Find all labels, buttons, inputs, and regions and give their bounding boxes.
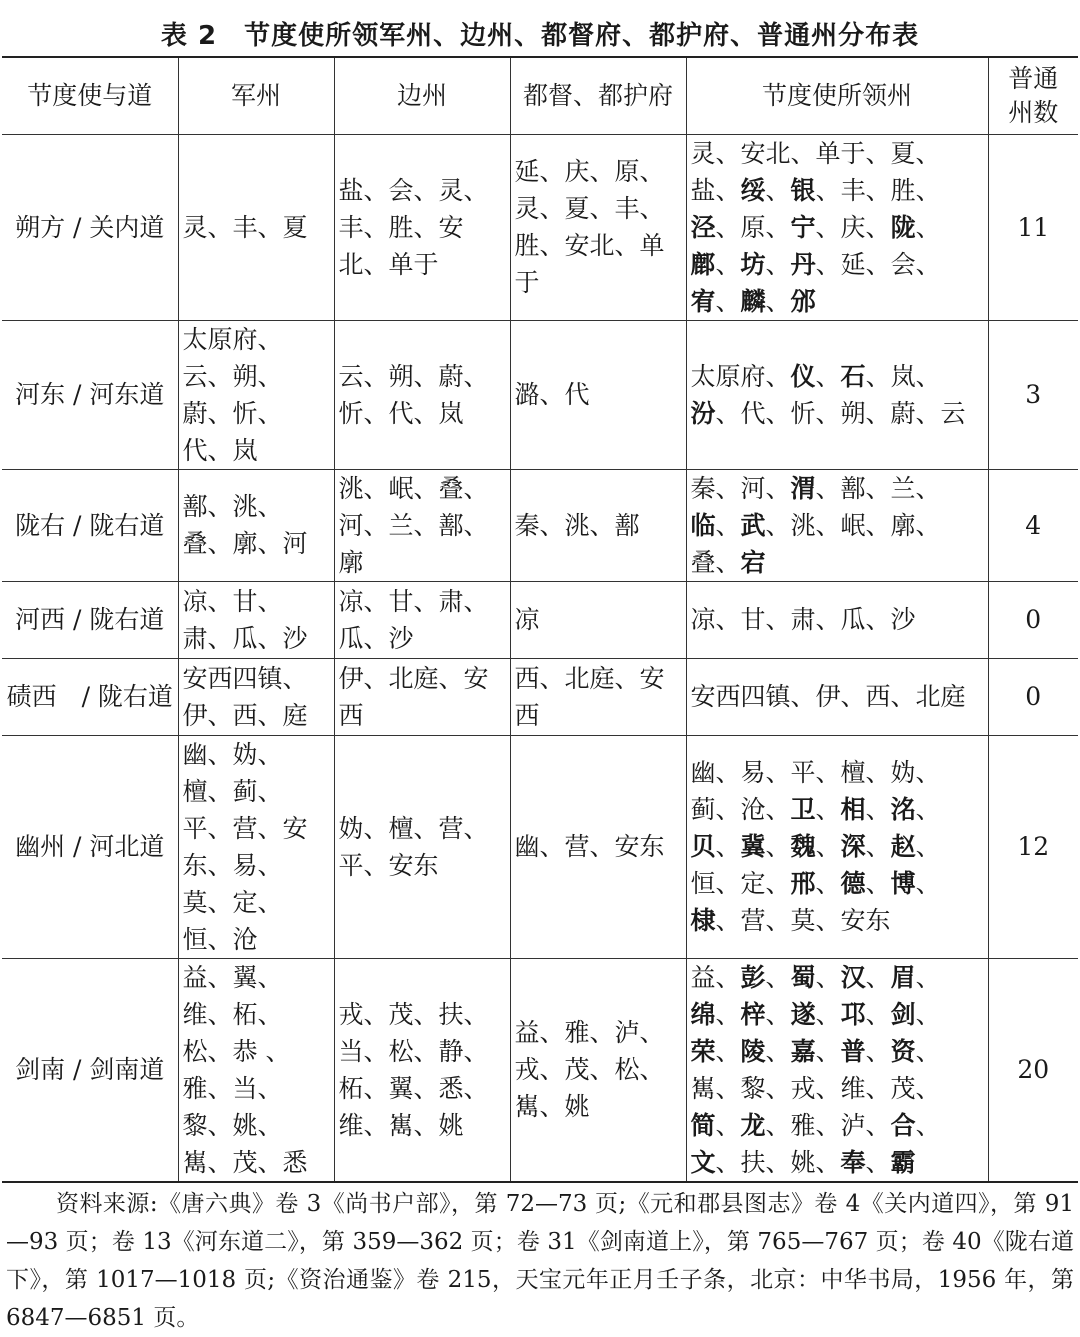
bold-prefecture: 合 — [890, 1110, 916, 1140]
bold-prefecture: 龙 — [740, 1110, 766, 1140]
prefecture-text: 、 — [865, 962, 891, 992]
bold-prefecture: 资 — [890, 1036, 916, 1066]
dudu-cell: 西、北庭、安西 — [510, 658, 686, 735]
bold-prefecture: 冀 — [740, 832, 766, 861]
junzhou-cell: 凉、甘、肃、瓜、沙 — [178, 581, 334, 658]
dudu-cell: 幽、营、安东 — [510, 735, 686, 958]
table-row — [2, 134, 1078, 320]
junzhou-cell: 鄯、洮、叠、廓、河 — [178, 469, 334, 581]
prefecture-text: 、 — [765, 249, 791, 279]
region-cell: 河西 / 陇右道 — [2, 581, 178, 658]
header-lingzhou: 节度使所领州 — [686, 57, 988, 134]
prefecture-text: 、鄯、兰、 — [815, 473, 941, 503]
prefecture-text: 、嶲、黎、戎、维、茂、 — [690, 1036, 941, 1103]
bold-prefecture: 剑 — [890, 999, 916, 1029]
prefecture-text: 、 — [765, 832, 791, 861]
dudu-cell: 延、庆、原、灵、夏、丰、胜、安北、单于 — [510, 134, 686, 320]
bold-prefecture: 陵 — [740, 1036, 766, 1066]
prefecture-text: 、 — [865, 1036, 891, 1066]
bold-prefecture: 邛 — [840, 999, 866, 1029]
bold-prefecture: 石 — [840, 361, 866, 391]
count-cell: 12 — [988, 735, 1078, 958]
prefecture-text: 秦、河、 — [690, 473, 791, 503]
prefecture-text: 凉、甘、肃、瓜、沙 — [690, 605, 916, 634]
prefecture-text: 、岚、 — [865, 361, 941, 391]
prefecture-text: 、 — [715, 999, 741, 1029]
prefecture-text: 、雅、泸、 — [765, 1110, 891, 1140]
prefecture-text: 幽、易、平、檀、妫、蓟、沧、 — [690, 758, 941, 824]
dudu-cell: 益、雅、泸、戎、茂、松、嶲、姚 — [510, 958, 686, 1182]
dudu-cell: 凉 — [510, 581, 686, 658]
bold-prefecture: 宕 — [740, 547, 766, 577]
prefecture-text: 、庆、 — [815, 212, 891, 242]
count-cell: 4 — [988, 469, 1078, 581]
bianzhou-cell: 凉、甘、肃、瓜、沙 — [334, 581, 510, 658]
bold-prefecture: 遂 — [790, 999, 816, 1029]
prefecture-text: 、 — [765, 1036, 791, 1066]
table-row — [2, 469, 1078, 581]
prefecture-text: 、延、会、 — [815, 249, 941, 279]
count-cell: 20 — [988, 958, 1078, 1182]
bold-prefecture: 霸 — [890, 1147, 916, 1177]
count-cell: 0 — [988, 581, 1078, 658]
bold-prefecture: 相 — [840, 795, 866, 824]
bold-prefecture: 武 — [740, 510, 766, 540]
header-dudu: 都督、都护府 — [510, 57, 686, 134]
prefecture-text: 益、 — [690, 962, 741, 992]
header-row — [2, 57, 1078, 134]
bold-prefecture: 临 — [690, 510, 716, 540]
bold-prefecture: 梓 — [740, 999, 766, 1029]
count-cell: 11 — [988, 134, 1078, 320]
junzhou-cell: 幽、妫、檀、蓟、平、营、安东、易、莫、定、恒、沧 — [178, 735, 334, 958]
prefecture-text: 、丰、胜、 — [815, 175, 941, 205]
bianzhou-cell: 云、朔、蔚、忻、代、岚 — [334, 320, 510, 469]
bold-prefecture: 洺 — [890, 795, 916, 824]
bold-prefecture: 普 — [840, 1036, 866, 1066]
prefecture-text: 、 — [715, 286, 741, 316]
bold-prefecture: 鄜 — [690, 249, 716, 279]
region-cell: 朔方 / 关内道 — [2, 134, 178, 320]
bold-prefecture: 卫 — [790, 795, 816, 824]
prefecture-text: 、 — [815, 1036, 841, 1066]
bold-prefecture: 绵 — [690, 999, 716, 1029]
source-note: 资料来源:《唐六典》卷 3《尚书户部》，第 72—73 页;《元和郡县图志》卷 4《关内道四》，第 91—93 页；卷 13《河东道二》，第 359—362 页；卷 31《剑南道上》，第 765—767 页；卷 40《陇右道下》，第 1017—1018 页;《资治通鉴》卷 215，天宝元年正月壬子条，北京：中华书局，1956 年，第 6847—6851 页。 — [6, 1190, 1074, 1331]
table-row — [2, 581, 1078, 658]
prefecture-text: 、 — [765, 962, 791, 992]
prefecture-text: 、 — [865, 1147, 891, 1177]
table-row — [2, 735, 1078, 958]
prefecture-text: 、 — [765, 175, 791, 205]
prefecture-text: 、恒、定、 — [690, 832, 941, 898]
prefecture-text: 、 — [815, 999, 841, 1029]
prefecture-text: 、 — [815, 361, 841, 391]
bold-prefecture: 眉 — [890, 962, 916, 992]
dudu-cell: 潞、代 — [510, 320, 686, 469]
bold-prefecture: 荣 — [690, 1036, 716, 1066]
bold-prefecture: 棣 — [690, 906, 716, 935]
prefecture-text: 、 — [715, 832, 741, 861]
header-bianzhou: 边州 — [334, 57, 510, 134]
lingzhou-cell — [686, 581, 988, 658]
bianzhou-cell: 伊、北庭、安西 — [334, 658, 510, 735]
count-cell: 3 — [988, 320, 1078, 469]
prefecture-text: 、 — [865, 999, 891, 1029]
bold-prefecture: 麟 — [740, 286, 766, 316]
prefecture-text: 、 — [715, 510, 741, 540]
region-cell: 河东 / 河东道 — [2, 320, 178, 469]
prefecture-text: 、 — [915, 1110, 941, 1140]
prefecture-text: 、 — [915, 212, 941, 242]
count-cell: 0 — [988, 658, 1078, 735]
bold-prefecture: 绥 — [740, 175, 766, 205]
prefecture-text: 、 — [765, 999, 791, 1029]
bold-prefecture: 赵 — [890, 832, 916, 861]
bold-prefecture: 贝 — [690, 832, 716, 861]
table-title: 表 2 节度使所领军州、边州、都督府、都护府、普通州分布表 — [160, 21, 920, 51]
bold-prefecture: 深 — [840, 832, 866, 861]
bianzhou-cell: 戎、茂、扶、当、松、静、柘、翼、悉、维、嶲、姚 — [334, 958, 510, 1182]
prefecture-text: 、 — [715, 1036, 741, 1066]
region-cell: 幽州 / 河北道 — [2, 735, 178, 958]
bold-prefecture: 蜀 — [790, 962, 816, 992]
bold-prefecture: 彭 — [740, 962, 766, 992]
distribution-table — [2, 56, 1078, 1183]
region-cell: 陇右 / 陇右道 — [2, 469, 178, 581]
bold-prefecture: 博 — [890, 869, 916, 898]
region-cell: 剑南 / 剑南道 — [2, 958, 178, 1182]
prefecture-text: 、 — [865, 832, 891, 861]
junzhou-cell: 太原府、云、朔、蔚、忻、代、岚 — [178, 320, 334, 469]
junzhou-cell: 益、翼、维、柘、松、恭 、雅、当、黎、姚、嶲、茂、悉 — [178, 958, 334, 1182]
prefecture-text: 、 — [865, 869, 891, 898]
prefecture-text: 、代、忻、朔、蔚、云 — [715, 398, 966, 428]
prefecture-text: 、 — [715, 1110, 741, 1140]
bold-prefecture: 宥 — [690, 286, 716, 316]
bold-prefecture: 邢 — [790, 869, 816, 898]
bold-prefecture: 邠 — [790, 286, 816, 316]
lingzhou-cell — [686, 958, 988, 1182]
prefecture-text: 、 — [815, 962, 841, 992]
bold-prefecture: 汉 — [840, 962, 866, 992]
prefecture-text: 、原、 — [715, 212, 791, 242]
header-junzhou: 军州 — [178, 57, 334, 134]
prefecture-text: 、 — [765, 286, 791, 316]
prefecture-text: 、 — [815, 869, 841, 898]
header-count: 普通州数 — [988, 57, 1078, 134]
prefecture-text: 、 — [715, 249, 741, 279]
bold-prefecture: 仪 — [790, 361, 816, 391]
prefecture-text: 、 — [815, 795, 841, 824]
prefecture-text: 、 — [915, 869, 941, 898]
bold-prefecture: 泾 — [690, 212, 716, 242]
junzhou-cell: 灵、丰、夏 — [178, 134, 334, 320]
lingzhou-cell — [686, 134, 988, 320]
bold-prefecture: 陇 — [890, 212, 916, 242]
bold-prefecture: 汾 — [690, 398, 716, 428]
lingzhou-cell — [686, 658, 988, 735]
prefecture-text: 、 — [915, 795, 941, 824]
table-row — [2, 658, 1078, 735]
dudu-cell: 秦、洮、鄯 — [510, 469, 686, 581]
prefecture-text: 灵、安北、单于、夏、盐、 — [690, 138, 941, 205]
bold-prefecture: 渭 — [790, 473, 816, 503]
bold-prefecture: 嘉 — [790, 1036, 816, 1066]
prefecture-text: 安西四镇、伊、西、北庭 — [690, 682, 966, 711]
prefecture-text: 、营、莫、安东 — [715, 906, 891, 935]
region-cell: 碛西 / 陇右道 — [2, 658, 178, 735]
bold-prefecture: 丹 — [790, 249, 816, 279]
bianzhou-cell: 洮、岷、叠、河、兰、鄯、廓 — [334, 469, 510, 581]
prefecture-text: 、 — [865, 795, 891, 824]
prefecture-text: 、 — [815, 832, 841, 861]
junzhou-cell: 安西四镇、伊、西、庭 — [178, 658, 334, 735]
lingzhou-cell — [686, 320, 988, 469]
prefecture-text: 太原府、 — [690, 361, 791, 391]
prefecture-text: 、 — [915, 962, 941, 992]
table-row — [2, 320, 1078, 469]
bold-prefecture: 简 — [690, 1110, 716, 1140]
bold-prefecture: 文 — [690, 1147, 716, 1177]
bianzhou-cell: 盐、会、灵、丰、胜、安北、单于 — [334, 134, 510, 320]
bianzhou-cell: 妫、檀、营、平、安东 — [334, 735, 510, 958]
bold-prefecture: 坊 — [740, 249, 766, 279]
bold-prefecture: 魏 — [790, 832, 816, 861]
bold-prefecture: 宁 — [790, 212, 816, 242]
header-region: 节度使与道 — [2, 57, 178, 134]
prefecture-text: 、洮、岷、廓、叠、 — [690, 510, 941, 577]
lingzhou-cell — [686, 469, 988, 581]
lingzhou-cell — [686, 735, 988, 958]
bold-prefecture: 奉 — [840, 1147, 866, 1177]
table-row — [2, 958, 1078, 1182]
prefecture-text: 、 — [915, 999, 941, 1029]
bold-prefecture: 德 — [840, 869, 866, 898]
prefecture-text: 、扶、姚、 — [715, 1147, 841, 1177]
bold-prefecture: 银 — [790, 175, 816, 205]
